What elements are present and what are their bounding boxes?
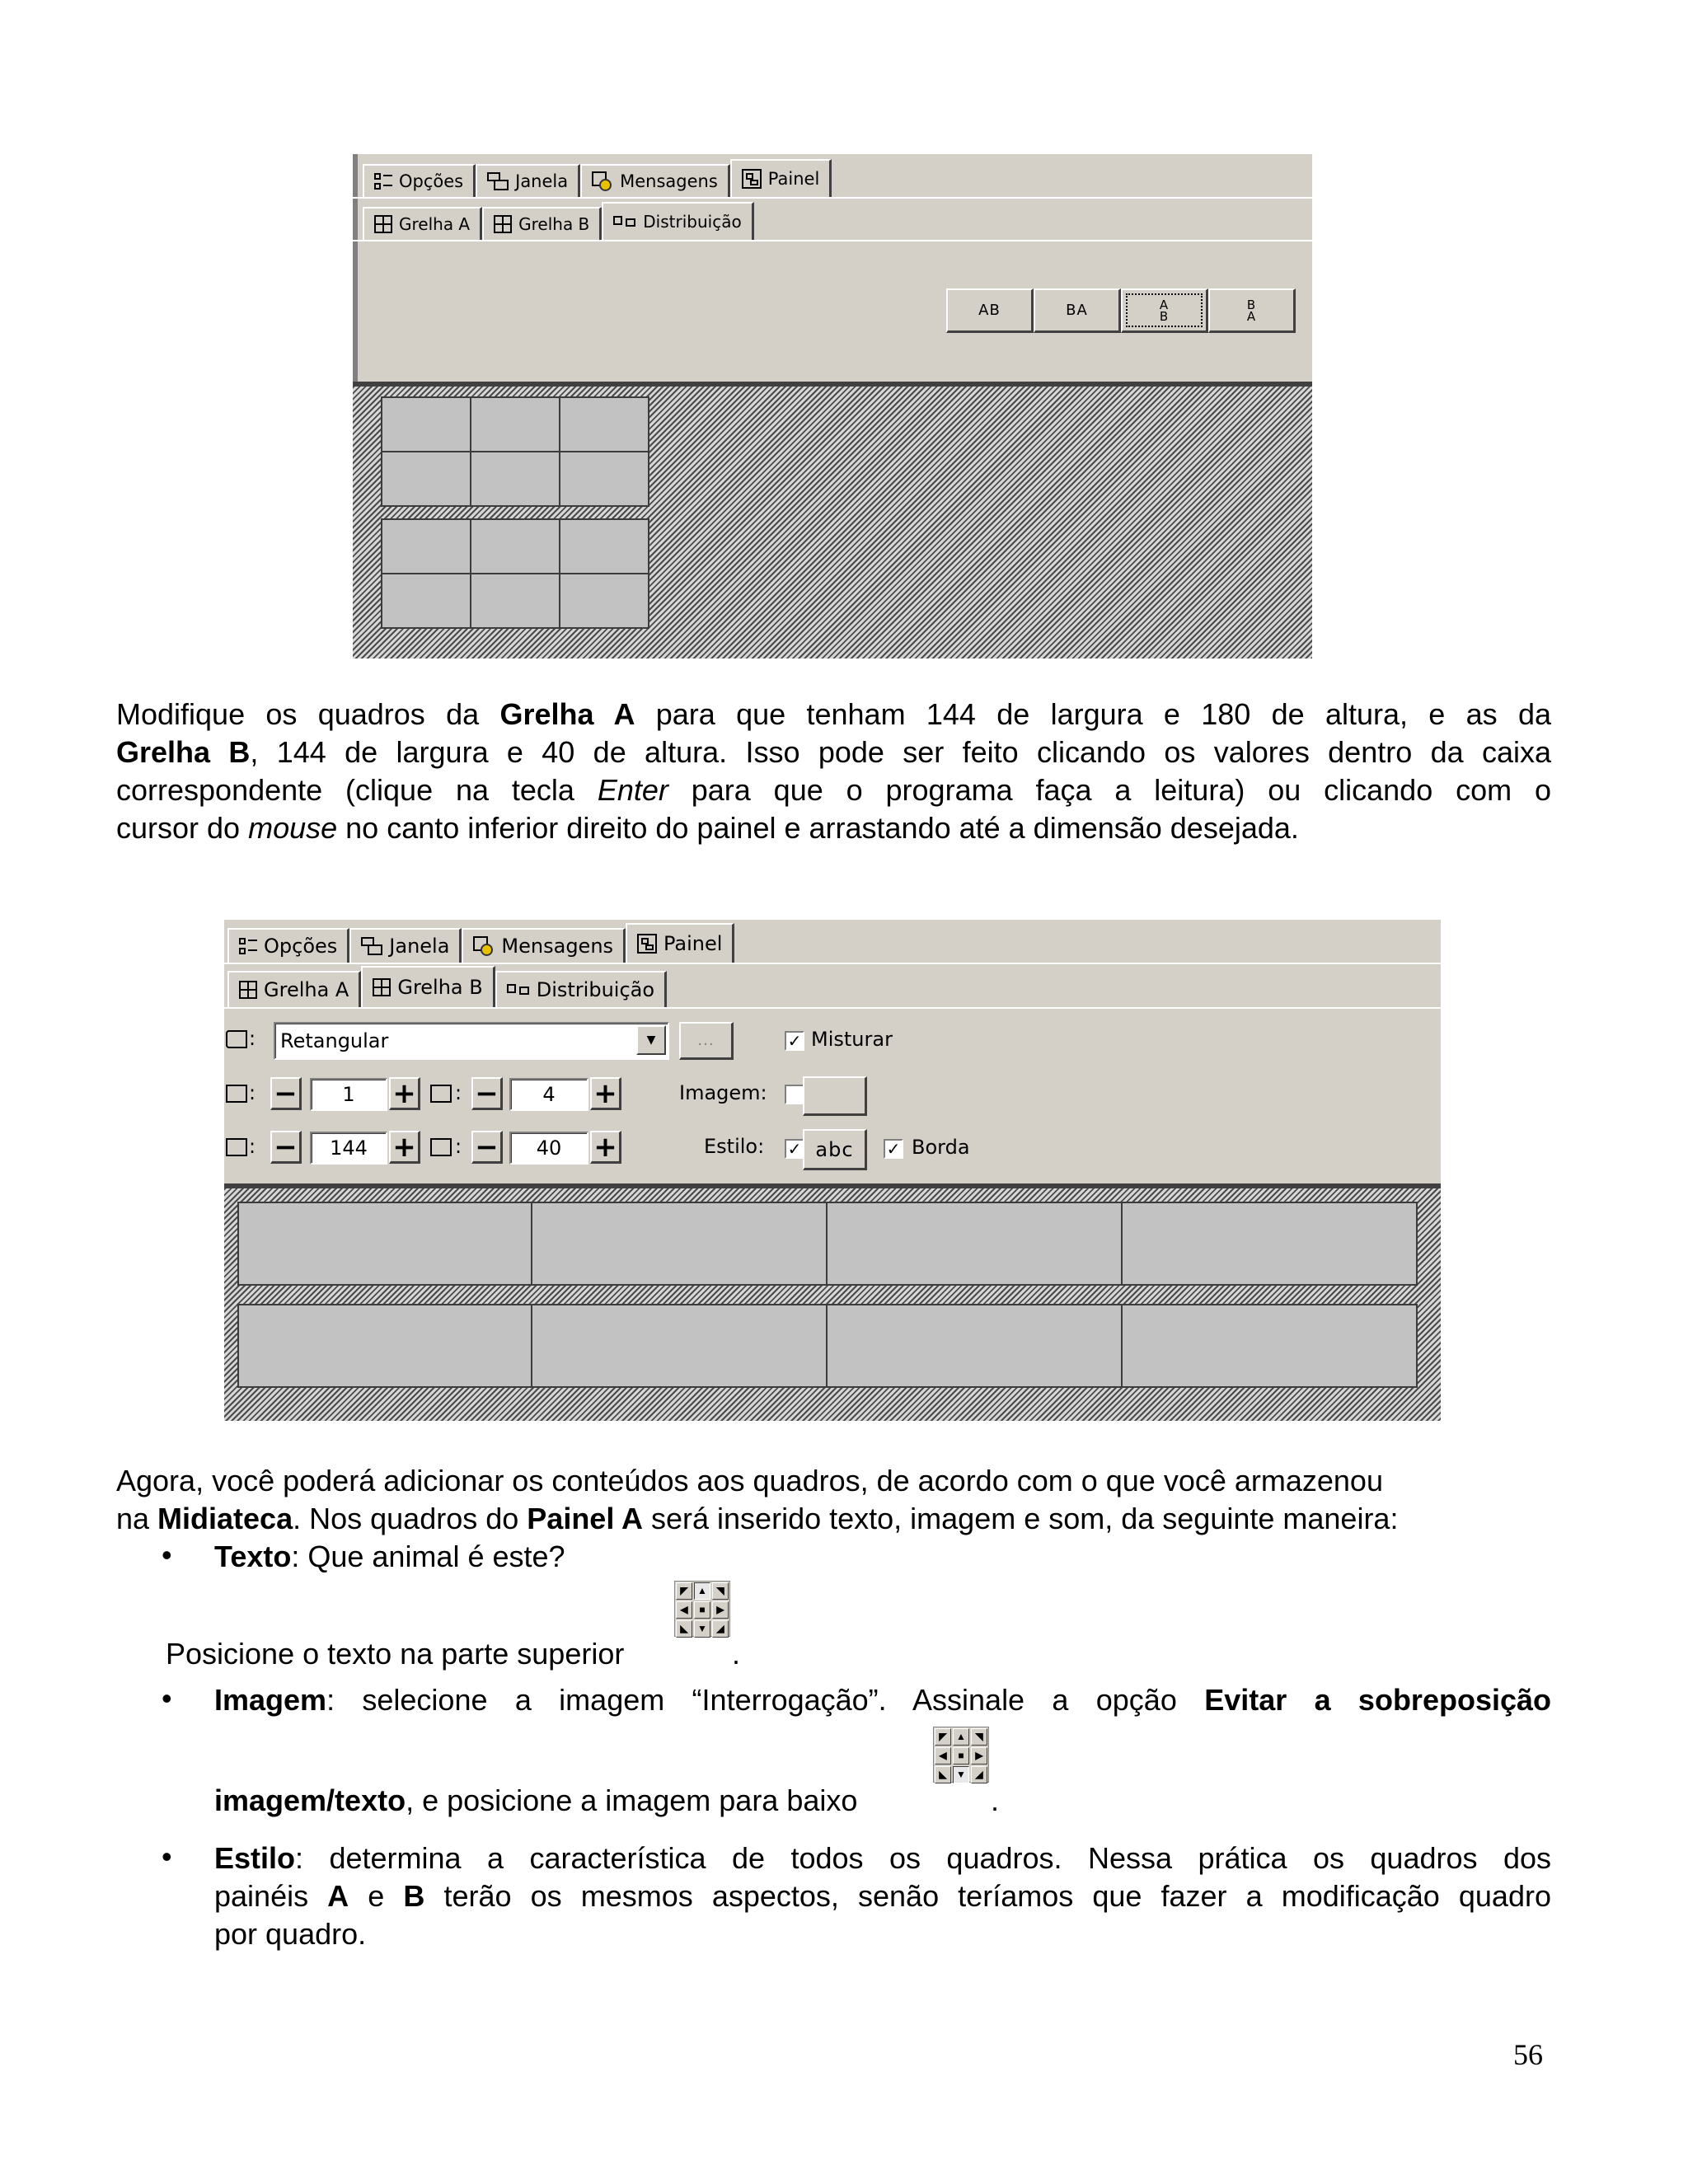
- options-icon: [239, 936, 257, 956]
- height-icon: [430, 1138, 452, 1156]
- height-minus-button[interactable]: −: [471, 1131, 503, 1164]
- width-minus-button[interactable]: −: [270, 1131, 302, 1164]
- grid-icon: [373, 978, 391, 996]
- rows-input[interactable]: 1: [310, 1078, 387, 1111]
- shape-select[interactable]: Retangular ▼: [274, 1022, 669, 1060]
- screenshot-distribuicao: [353, 154, 1312, 658]
- position-cell: ◣: [935, 1766, 951, 1783]
- width-input[interactable]: 144: [310, 1132, 387, 1165]
- panel-canvas: [353, 387, 1312, 658]
- tab-mensagens[interactable]: Mensagens: [462, 928, 626, 963]
- grid-icon: [239, 981, 257, 999]
- height-input[interactable]: 40: [509, 1132, 588, 1165]
- position-cell: ▲: [694, 1582, 710, 1600]
- position-cell: ■: [953, 1747, 969, 1765]
- frame-cell[interactable]: [531, 1202, 828, 1286]
- paragraph-line: cursor do mouse no canto inferior direito do painel e arrastando até a dimensão desejada.: [116, 811, 1299, 845]
- borda-label: Borda: [912, 1136, 970, 1159]
- texto-position-line: Posicione o texto na parte superior: [166, 1637, 625, 1671]
- estilo-label: Estilo:: [704, 1135, 765, 1158]
- bullet-imagem: Imagem: selecione a imagem “Interrogação”. Assinale a opção Evitar a sobreposição: [214, 1683, 1551, 1717]
- position-cell: ◢: [971, 1766, 987, 1783]
- imagem-checkbox[interactable]: [785, 1085, 804, 1104]
- frame-cell[interactable]: [559, 451, 649, 507]
- cols-minus-button[interactable]: −: [471, 1077, 503, 1110]
- position-cell: ▶: [712, 1601, 729, 1619]
- imagem-label: Imagem:: [679, 1081, 767, 1104]
- bullet-texto: Texto: Que animal é este?: [214, 1540, 565, 1573]
- rows-icon: [226, 1085, 247, 1103]
- frame-cell[interactable]: [237, 1304, 532, 1388]
- position-cell: ◀: [676, 1601, 692, 1619]
- frame-cell[interactable]: [470, 396, 560, 452]
- frame-cell[interactable]: [381, 451, 471, 507]
- page-number: 56: [1513, 2038, 1543, 2071]
- position-cell: ◥: [712, 1582, 729, 1600]
- layout-b-over-a-button[interactable]: B A: [1208, 288, 1296, 333]
- paragraph-line: correspondente (clique na tecla Enter para que o programa faça a leitura) ou clicando com o: [116, 773, 1551, 807]
- layout-ba-button[interactable]: BA: [1034, 288, 1121, 333]
- frame-cell[interactable]: [237, 1202, 532, 1286]
- frame-cell[interactable]: [826, 1304, 1123, 1388]
- top-tabs: [224, 923, 1441, 963]
- tab-grelha-b[interactable]: Grelha B: [482, 207, 602, 240]
- panel-canvas: [224, 1188, 1441, 1421]
- sub-tab-divider: [224, 1007, 1441, 1009]
- layout-a-over-b-button[interactable]: A B: [1121, 288, 1208, 333]
- top-tabs: [353, 159, 1312, 197]
- tab-painel[interactable]: Painel: [730, 159, 832, 197]
- borda-checkbox[interactable]: ✓: [884, 1139, 903, 1159]
- misturar-label: Misturar: [811, 1028, 893, 1051]
- position-cell: ◢: [712, 1620, 729, 1638]
- tab-painel[interactable]: Painel: [626, 923, 734, 963]
- position-cell: ◥: [971, 1728, 987, 1746]
- rows-minus-button[interactable]: −: [270, 1077, 302, 1110]
- width-icon: [226, 1138, 247, 1156]
- window-icon: [487, 172, 509, 190]
- tab-janela[interactable]: Janela: [349, 928, 462, 963]
- bullet-marker: •: [162, 1840, 172, 1873]
- position-cell: ■: [694, 1601, 710, 1619]
- frame-cell[interactable]: [559, 396, 649, 452]
- paragraph-grelha-dimensions: [116, 696, 1551, 847]
- screenshot-grelha-b: Opções Janela Mensagens Painel Grelha A Grelha B Distribuição : Retangular ▼ ... ✓ Misturar : − 1 + : − 4 + Imagem: : − 144 + : − 40 + Estilo: ✓ abc ✓ Borda: [224, 920, 1441, 1421]
- shape-icon: [226, 1030, 247, 1048]
- paragraph-line: Grelha B, 144 de largura e 40 de altura. Isso pode ser feito clicando os valores dentro da caixa: [116, 735, 1552, 769]
- frame-cell[interactable]: [470, 451, 560, 507]
- tab-mensagens[interactable]: Mensagens: [580, 164, 730, 197]
- bullet-estilo: Estilo: determina a característica de todos os quadros. Nessa prática os quadros dos painéis A e B terão os mesmos aspectos, senão teríamos que fazer a modificação quadro por quadro.: [214, 1841, 1551, 1951]
- bullet-marker: •: [162, 1681, 172, 1715]
- position-cell: ◣: [676, 1620, 692, 1638]
- imagem-position-line: imagem/texto, e posicione a imagem para baixo: [214, 1783, 858, 1817]
- position-cell: ◤: [935, 1728, 951, 1746]
- paragraph-conteudos: Agora, você poderá adicionar os conteúdos aos quadros, de acordo com o que você armazenou na Midiateca. Nos quadros do Painel A será inserido texto, imagem e som, da seguinte maneira:: [116, 1464, 1399, 1535]
- tab-grelha-a[interactable]: Grelha A: [227, 971, 361, 1007]
- frame-cell[interactable]: [381, 518, 471, 574]
- grid-icon: [494, 215, 512, 233]
- sub-tab-divider: [353, 240, 1312, 241]
- position-cell: ▼: [953, 1766, 969, 1783]
- sub-tabs: [224, 966, 1441, 1007]
- height-plus-button[interactable]: +: [590, 1131, 621, 1164]
- position-cell: ◤: [676, 1582, 692, 1600]
- position-bottom-icon: [933, 1727, 989, 1783]
- frame-cell[interactable]: [1121, 1202, 1418, 1286]
- tab-distribuicao[interactable]: Distribuição: [495, 971, 667, 1007]
- position-cell: ▶: [971, 1747, 987, 1765]
- browse-button[interactable]: ...: [679, 1022, 734, 1060]
- cols-input[interactable]: 4: [509, 1078, 588, 1111]
- options-icon: [374, 171, 392, 191]
- panel-icon: [637, 934, 657, 954]
- frame-cell[interactable]: [381, 573, 471, 629]
- sub-tabs: [353, 202, 1312, 240]
- misturar-checkbox[interactable]: ✓: [785, 1031, 804, 1051]
- position-top-icon: [674, 1581, 730, 1637]
- frame-cell[interactable]: [826, 1202, 1123, 1286]
- position-cell: ▼: [694, 1620, 710, 1638]
- distribution-icon: [507, 984, 530, 996]
- frame-cell[interactable]: [531, 1304, 828, 1388]
- frame-cell[interactable]: [559, 573, 649, 629]
- tab-grelha-b[interactable]: Grelha B: [361, 966, 495, 1007]
- messages-icon: [592, 171, 613, 191]
- tab-divider: [353, 197, 1312, 199]
- frame-cell[interactable]: [470, 573, 560, 629]
- estilo-abc-button[interactable]: abc: [803, 1129, 867, 1170]
- layout-ab-button[interactable]: AB: [946, 288, 1034, 333]
- frame-cell[interactable]: [559, 518, 649, 574]
- distribution-icon: [613, 216, 636, 227]
- position-cell: ▲: [953, 1728, 969, 1746]
- panel-icon: [742, 169, 762, 189]
- estilo-checkbox[interactable]: ✓: [785, 1139, 804, 1159]
- frame-cell[interactable]: [1121, 1304, 1418, 1388]
- tab-divider: [224, 963, 1441, 964]
- window-icon: [361, 937, 382, 955]
- frame-cell[interactable]: [470, 518, 560, 574]
- rows-plus-button[interactable]: +: [389, 1077, 420, 1110]
- tab-grelha-a[interactable]: Grelha A: [363, 207, 482, 240]
- bullet-marker: •: [162, 1538, 172, 1572]
- tab-janela[interactable]: Janela: [476, 164, 580, 197]
- messages-icon: [473, 936, 495, 956]
- tab-opcoes[interactable]: Opções: [363, 164, 476, 197]
- width-plus-button[interactable]: +: [389, 1131, 420, 1164]
- tab-distribuicao[interactable]: Distribuição: [602, 202, 753, 240]
- tab-opcoes[interactable]: Opções: [227, 928, 349, 963]
- cols-plus-button[interactable]: +: [590, 1077, 621, 1110]
- cols-icon: [430, 1085, 452, 1103]
- frame-cell[interactable]: [381, 396, 471, 452]
- chevron-down-icon[interactable]: ▼: [636, 1025, 666, 1055]
- position-cell: ◀: [935, 1747, 951, 1765]
- grid-icon: [374, 215, 392, 233]
- imagem-button[interactable]: [803, 1076, 867, 1116]
- paragraph-line: Modifique os quadros da Grelha A para que tenham 144 de largura e 180 de altura, e as da: [116, 697, 1551, 731]
